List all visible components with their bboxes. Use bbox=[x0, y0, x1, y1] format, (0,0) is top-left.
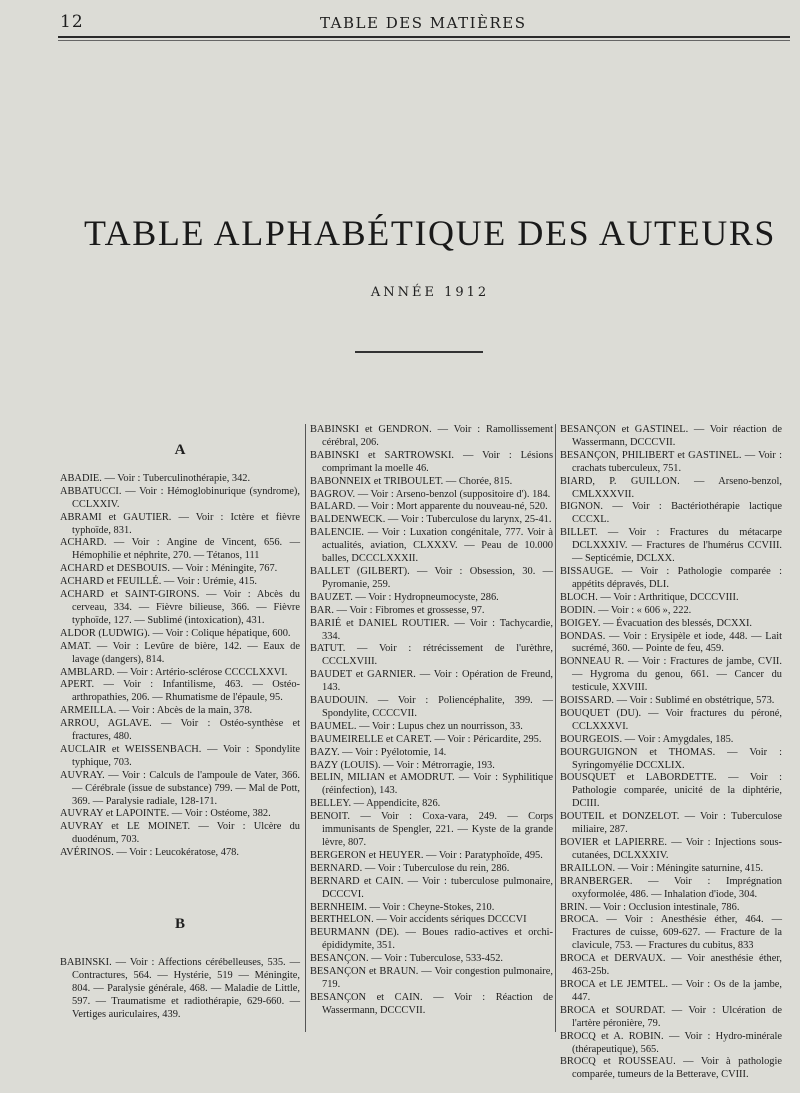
index-entry: BALENCIE. — Voir : Luxation congénitale, 777. Voir à actualités, aviation, CLXXXV. — Peau de 10.000 balles, DCCCLXXXII. bbox=[310, 527, 553, 565]
index-entry: BISSAUGE. — Voir : Pathologie comparée : appétits dépravés, DLI. bbox=[560, 565, 782, 590]
index-entry: ACHARD et SAINT-GIRONS. — Voir : Abcès du cerveau, 334. — Fièvre bilieuse, 366. — Fièvre typhoïde, 127. — Sublimé (intoxication), 431. bbox=[60, 589, 300, 626]
index-entry: BEURMANN (DE). — Boues radio-actives et orchi-épididymite, 351. bbox=[310, 927, 553, 952]
header-rule bbox=[58, 36, 790, 38]
index-entry: ACHARD. — Voir : Angine de Vincent, 656. — Hémophilie et néphrite, 270. — Tétanos, 111 bbox=[60, 537, 300, 562]
index-entry: BROCQ et ROUSSEAU. — Voir à pathologie comparée, tumeurs de la Betterave, CVIII. bbox=[560, 1056, 782, 1081]
index-entry: BROCA et DERVAUX. — Voir anesthésie éther, 463-25b. bbox=[560, 953, 782, 978]
index-entry: BAUMEL. — Voir : Lupus chez un nourrisson, 33. bbox=[310, 720, 523, 732]
index-entry: ALDOR (LUDWIG). — Voir : Colique hépatique, 600. bbox=[60, 627, 291, 639]
index-entry: BABINSKI et SARTROWSKI. — Voir : Lésions comprimant la moelle 46. bbox=[310, 449, 553, 474]
index-entry: BALLET (GILBERT). — Voir : Obsession, 30. — Pyromanie, 259. bbox=[310, 565, 553, 590]
entries-a bbox=[60, 473, 300, 860]
index-entry: BABINSKI. — Voir : Affections cérébelleuses, 535. — Contractures, 564. — Hystérie, 519 — Méningite, 804. — Paralysie générale, 468. — Maladie de Little, 597. — Traumatisme et radiothérapie, 629-660. — Vertiges auriculaires, 439. bbox=[60, 957, 300, 1020]
index-column-1 bbox=[60, 424, 300, 1022]
section-letter-b: B bbox=[174, 916, 185, 933]
index-entry: BESANÇON. — Voir : Tuberculose, 533-452. bbox=[310, 953, 504, 965]
index-entry: BABINSKI et GENDRON. — Voir : Ramollissement cérébral, 206. bbox=[310, 424, 553, 448]
index-entry: AUVRAY. — Voir : Calculs de l'ampoule de Vater, 366. — Cérébrale (issue de substance) 799. — Mal de Pott, 369. — Paralysie radiale, 128-171. bbox=[60, 769, 300, 807]
index-entry: BROCA et LE JEMTEL. — Voir : Os de la jambe, 447. bbox=[560, 978, 782, 1003]
index-entry: BALARD. — Voir : Mort apparente du nouveau-né, 520. bbox=[310, 501, 548, 513]
column-separator bbox=[305, 424, 306, 1032]
index-entry: BOIGEY. — Évacuation des blessés, DCXXI. bbox=[560, 617, 753, 629]
index-entry: BAR. — Voir : Fibromes et grossesse, 97. bbox=[310, 604, 485, 616]
index-entry: ABBATUCCI. — Voir : Hémoglobinurique (syndrome), CCLXXIV. bbox=[60, 485, 300, 510]
index-entry: BIGNON. — Voir : Bactériothérapie lactique CCCXL. bbox=[560, 501, 782, 526]
index-entry: BOUQUET (DU). — Voir fractures du péroné, CCLXXXVI. bbox=[560, 707, 782, 732]
index-entry: BOUTEIL et DONZELOT. — Voir : Tuberculose miliaire, 287. bbox=[560, 811, 782, 836]
index-entry: BRIN. — Voir : Occlusion intestinale, 786. bbox=[560, 901, 740, 913]
index-entry: BROCA. — Voir : Anesthésie éther, 464. — Fractures de cuisse, 609-627. — Fracture de la clavicule, 753. — Fractures du cubitus, 833 bbox=[560, 914, 782, 952]
index-entry: BONNEAU R. — Voir : Fractures de jambe, CVII. — Hygroma du genou, 661. — Cancer du testicule, XXVIII. bbox=[560, 656, 782, 694]
index-entry: BOVIER et LAPIERRE. — Voir : Injections sous-cutanées, DCLXXXIV. bbox=[560, 837, 782, 861]
index-entry: BODIN. — Voir : « 606 », 222. bbox=[560, 604, 692, 616]
entries-b bbox=[60, 957, 300, 1022]
index-entry: ACHARD et DESBOUIS. — Voir : Méningite, 767. bbox=[60, 563, 278, 575]
section-letter-a: A bbox=[174, 442, 186, 458]
index-entry: AVÉRINOS. — Voir : Leucokératose, 478. bbox=[60, 847, 239, 859]
header-rule-thin bbox=[58, 40, 790, 41]
page-title: TABLE ALPHABÉTIQUE DES AUTEURS bbox=[83, 213, 777, 253]
index-entry: BOISSARD. — Voir : Sublimé en obstétrique, 573. bbox=[560, 695, 775, 707]
index-column-2 bbox=[310, 424, 553, 1018]
index-entry: AMAT. — Voir : Levûre de bière, 142. — Eaux de lavage (dangers), 814. bbox=[60, 640, 300, 665]
page-number: 12 bbox=[60, 12, 84, 32]
index-entry: ARMEILLA. — Voir : Abcès de la main, 378. bbox=[60, 705, 253, 717]
index-entry: BENOIT. — Voir : Coxa-vara, 249. — Corps immunisants de Spengler, 221. — Kyste de la grande lèvre, 807. bbox=[310, 811, 553, 848]
index-entry: ACHARD et FEUILLÉ. — Voir : Urémie, 415. bbox=[60, 576, 258, 588]
index-entry: BONDAS. — Voir : Erysipèle et iode, 448. — Lait sucrémé, 360. — Pointe de feu, 459. bbox=[560, 630, 782, 655]
index-entry: BERNHEIM. — Voir : Cheyne-Stokes, 210. bbox=[310, 901, 495, 913]
index-entry: BILLET. — Voir : Fractures du métacarpe DCLXXXIV. — Fractures de l'humérus CCVIII. — Septicémie, DCLXX. bbox=[560, 527, 782, 565]
index-entry: ABADIE. — Voir : Tuberculinothérapie, 342. bbox=[60, 472, 251, 484]
index-entry: BARIÉ et DANIEL ROUTIER. — Voir : Tachycardie, 334. bbox=[310, 617, 553, 642]
index-entry: BAUDOUIN. — Voir : Poliencéphalite, 399. — Spondylite, CCCCVII. bbox=[310, 695, 553, 719]
index-entry: BOURGEOIS. — Voir : Amygdales, 185. bbox=[560, 733, 734, 745]
index-entry: BAUDET et GARNIER. — Voir : Opération de Freund, 143. bbox=[310, 669, 553, 694]
index-entry: BESANÇON, PHILIBERT et GASTINEL. — Voir : crachats tuberculeux, 751. bbox=[560, 449, 782, 474]
index-entry: BAUZET. — Voir : Hydropneumocyste, 286. bbox=[310, 591, 499, 603]
index-entry: BELLEY. — Appendicite, 826. bbox=[310, 798, 441, 810]
index-entry: BOURGUIGNON et THOMAS. — Voir : Syringomyélie DCCXLIX. bbox=[560, 746, 782, 771]
index-entry: ARROU, AGLAVE. — Voir : Ostéo-synthèse et fractures, 480. bbox=[60, 718, 300, 743]
index-entry: AUVRAY et LAPOINTE. — Voir : Ostéome, 382. bbox=[60, 808, 271, 820]
title-rule bbox=[355, 351, 483, 353]
index-entry: BERNARD et CAIN. — Voir : tuberculose pulmonaire, DCCCVI. bbox=[310, 875, 553, 900]
index-entry: BALDENWECK. — Voir : Tuberculose du larynx, 25-41. bbox=[310, 514, 552, 526]
index-entry: BESANÇON et GASTINEL. — Voir réaction de Wassermann, DCCCVII. bbox=[560, 424, 782, 448]
index-entry: BOUSQUET et LABORDETTE. — Voir : Pathologie comparée, unicité de la diphtérie, DCIII. bbox=[560, 772, 782, 810]
index-entry: ABRAMI et GAUTIER. — Voir : Ictère et fièvre typhoïde, 831. bbox=[60, 511, 300, 536]
index-entry: BROCA et SOURDAT. — Voir : Ulcération de l'artère péronière, 79. bbox=[560, 1004, 782, 1029]
index-entry: BERNARD. — Voir : Tuberculose du rein, 286. bbox=[310, 862, 510, 874]
index-entry: APERT. — Voir : Infantilisme, 463. — Ostéo-arthropathies, 206. — Rhumatisme de l'épaule, 95. bbox=[60, 679, 300, 704]
column-separator bbox=[555, 424, 556, 1032]
index-entry: BAZY (LOUIS). — Voir : Métrorragie, 193. bbox=[310, 759, 495, 771]
index-entry: BATUT. — Voir : rétrécissement de l'urèthre, CCCLXVIII. bbox=[310, 643, 553, 668]
index-entry: AUVRAY et LE MOINET. — Voir : Ulcère du duodénum, 703. bbox=[60, 821, 300, 846]
index-entry: BROCQ et A. ROBIN. — Voir : Hydro-minérale (thérapeutique), 565. bbox=[560, 1030, 782, 1055]
year-label: ANNÉE 1912 bbox=[370, 285, 490, 300]
index-entry: BRAILLON. — Voir : Méningite saturnine, 415. bbox=[560, 862, 764, 874]
index-entry: AUCLAIR et WEISSENBACH. — Voir : Spondylite typhique, 703. bbox=[60, 743, 300, 768]
index-entry: BESANÇON et BRAUN. — Voir congestion pulmonaire, 719. bbox=[310, 966, 553, 990]
index-entry: BERGERON et HEUYER. — Voir : Paratyphoïde, 495. bbox=[310, 849, 543, 861]
index-entry: BAZY. — Voir : Pyélotomie, 14. bbox=[310, 746, 447, 758]
index-entry: BAUMEIRELLE et CARET. — Voir : Péricardite, 295. bbox=[310, 733, 542, 745]
index-entry: BELIN, MILIAN et AMODRUT. — Voir : Syphilitique (réinfection), 143. bbox=[310, 772, 553, 797]
index-entry: BIARD, P. GUILLON. — Arseno-benzol, CMLXXXVII. bbox=[560, 475, 782, 500]
index-column-3 bbox=[560, 424, 782, 1082]
index-entry: BESANÇON et CAIN. — Voir : Réaction de Wassermann, DCCCVII. bbox=[310, 991, 553, 1016]
index-entry: BLOCH. — Voir : Arthritique, DCCCVIII. bbox=[560, 591, 739, 603]
index-entry: AMBLARD. — Voir : Artério-sclérose CCCCLXXVI. bbox=[60, 666, 288, 678]
index-entry: BRANBERGER. — Voir : Imprégnation oxyformolée, 486. — Inhalation d'iode, 304. bbox=[560, 875, 782, 900]
index-entry: BAGROV. — Voir : Arseno-benzol (suppositoire d'). 184. bbox=[310, 488, 551, 500]
index-entry: BERTHELON. — Voir accidents sériques DCCCVI bbox=[310, 914, 527, 926]
index-entry: BABONNEIX et TRIBOULET. — Chorée, 815. bbox=[310, 475, 513, 487]
running-head: TABLE DES MATIÈRES bbox=[320, 14, 527, 32]
